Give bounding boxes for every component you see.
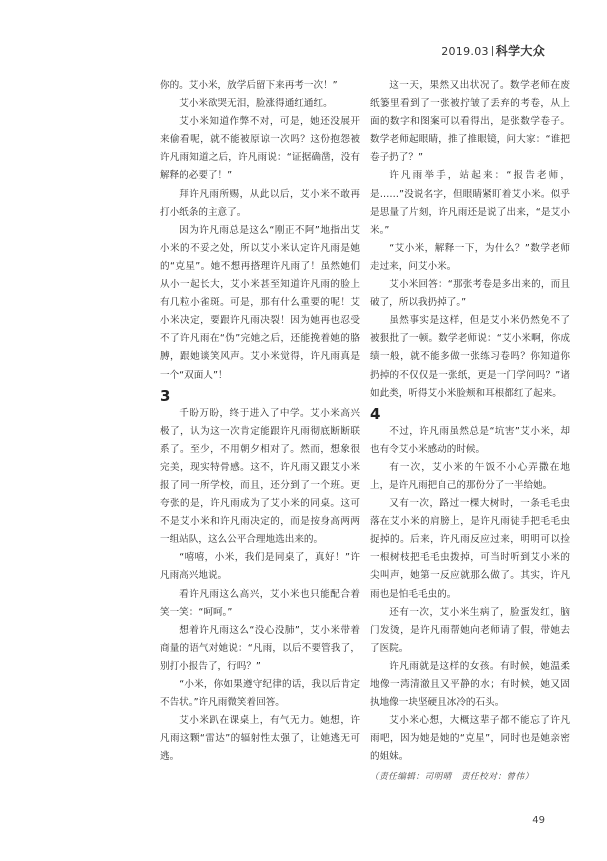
- paragraph: “小米，你如果遵守纪律的话，我以后肯定不告状。”许凡雨微笑着回答。: [160, 679, 360, 709]
- paragraph: 还有一次，艾小米生病了，脸蛋发红，脑门发烫，是许凡雨帮她向老师请了假，带她去了医院。: [370, 606, 570, 654]
- section-number-3: 3: [160, 386, 171, 405]
- paragraph: 千盼万盼，终于进入了中学。艾小米高兴极了，认为这一次肯定能跟许凡雨彻底断断联系了。至少，不用朝夕相对了。然而，想象很完美，现实特骨感。这不，许凡雨又跟艾小米报了同一所学校，而且，还分到了一个班。更夸张的是，许凡雨成为了艾小米的同桌。这可不是艾小米和许凡雨决定的，而是按身高两两一组站队，这么公平合理地选出来的。: [160, 407, 360, 546]
- left-column: [160, 77, 360, 766]
- paragraph: 这一天，果然又出状况了。数学老师在废纸篓里看到了一张被拧皱了丢弃的考卷，从上面的数字和图案可以看得出，是张数学卷子。数学老师起眼睛，推了推眼镜，问大家：“谁把卷子扔了？”: [370, 80, 570, 164]
- editor-credit: （责任编辑：司明晴 责任校对：曾伟）: [370, 772, 534, 783]
- paragraph: 许凡雨就是这样的女孩。有时候，她温柔地像一湾清澈且又平静的水；有时候，她又固执地像一块坚硬且冰冷的石头。: [370, 660, 570, 709]
- paragraph: 又有一次，路过一棵大树时，一条毛毛虫落在艾小米的肩膀上，是许凡雨徒手把毛毛虫捉掉的。后来，许凡雨反应过来，明明可以捡一根树枝把毛毛虫拨掉，可当时听到艾小米的尖叫声，她第一反应就那么做了。其实，许凡雨也是怕毛毛虫的。: [370, 498, 570, 600]
- issue-date: 2019.03: [441, 45, 489, 58]
- paragraph: 因为许凡雨总是这么“刚正不阿”地指出艾小米的不妥之处，所以艾小米认定许凡雨是她的“克星”。她不想再搭理许凡雨了！虽然她们从小一起长大，艾小米甚至知道许凡雨的脸上有几粒小雀斑。可是，那有什么重要的呢！艾小米决定，要跟许凡雨决裂！因为她再也忍受不了许凡雨在“伪”完她之后，还能挽着她的胳膊，跟她谈笑风声。艾小米觉得，许凡雨真是一个“双面人”！: [160, 224, 360, 381]
- magazine-name: 科学大众: [495, 44, 545, 58]
- paragraph: 艾小米心想，大概这辈子都不能忘了许凡雨吧，因为她是她的“克星”，同时也是她亲密的姐妹。: [370, 715, 570, 763]
- paragraph: 艾小米欲哭无泪，脸涨得通红通红。: [179, 98, 333, 110]
- paragraph: 艾小米回答：“那张考卷是多出来的，而且破了，所以我扔掉了。”: [370, 279, 570, 309]
- right-column: [370, 77, 570, 787]
- paragraph: “艾小米，解释一下，为什么？”数学老师走过来，问艾小米。: [370, 242, 570, 272]
- header-divider: [492, 46, 493, 56]
- issue-info: [441, 42, 545, 59]
- paragraph: 看许凡雨这么高兴，艾小米也只能配合着笑一笑：“呵呵。”: [160, 588, 360, 618]
- section-number-4: 4: [370, 404, 381, 423]
- paragraph: 虽然事实是这样，但是艾小米仍然免不了被狠批了一顿。数学老师说：“艾小米啊，你成绩一般，就不能多做一张练习卷吗？你知道你扔掉的不仅仅是一张纸，更是一门学问吗？”诸如此类，听得艾小米脸颊和耳根都红了起来。: [370, 315, 570, 399]
- paragraph: 艾小米知道作弊不对，可是，她还没展开来偷看呢，就不能被原谅一次吗？这份抱怨被许凡雨知道之后，许凡雨说：“证据确凿，没有解释的必要了！”: [160, 116, 360, 182]
- paragraph: “嘻嘻，小米，我们是同桌了，真好！”许凡雨高兴地说。: [160, 552, 360, 582]
- page-number: 49: [532, 815, 545, 826]
- page-header: [0, 42, 607, 58]
- paragraph: 想着许凡雨这么“没心没肺”，艾小米带着商量的语气对她说：“凡雨，以后不要管我了，别打小报告了，行吗？”: [160, 624, 360, 672]
- paragraph: 许凡雨举手，站起来：“报告老师，是……”没说名字，但眼睛紧盯着艾小米。似乎是思量了片刻，许凡雨还是说了出来，“是艾小米。”: [370, 170, 570, 236]
- paragraph: 艾小米趴在课桌上，有气无力。她想，许凡雨这颗“雷达”的辐射性太强了，让她逃无可逃。: [160, 715, 360, 763]
- paragraph: 拜许凡雨所赐，从此以后，艾小米不敢再打小纸条的主意了。: [160, 188, 360, 218]
- paragraph: 有一次，艾小米的午饭不小心弄撒在地上，是许凡雨把自己的那份分了一半给她。: [370, 461, 570, 491]
- paragraph: 不过，许凡雨虽然总是“坑害”艾小米，却也有令艾小米感动的时候。: [370, 425, 570, 455]
- paragraph: 你的。艾小米，放学后留下来再考一次！”: [160, 80, 338, 91]
